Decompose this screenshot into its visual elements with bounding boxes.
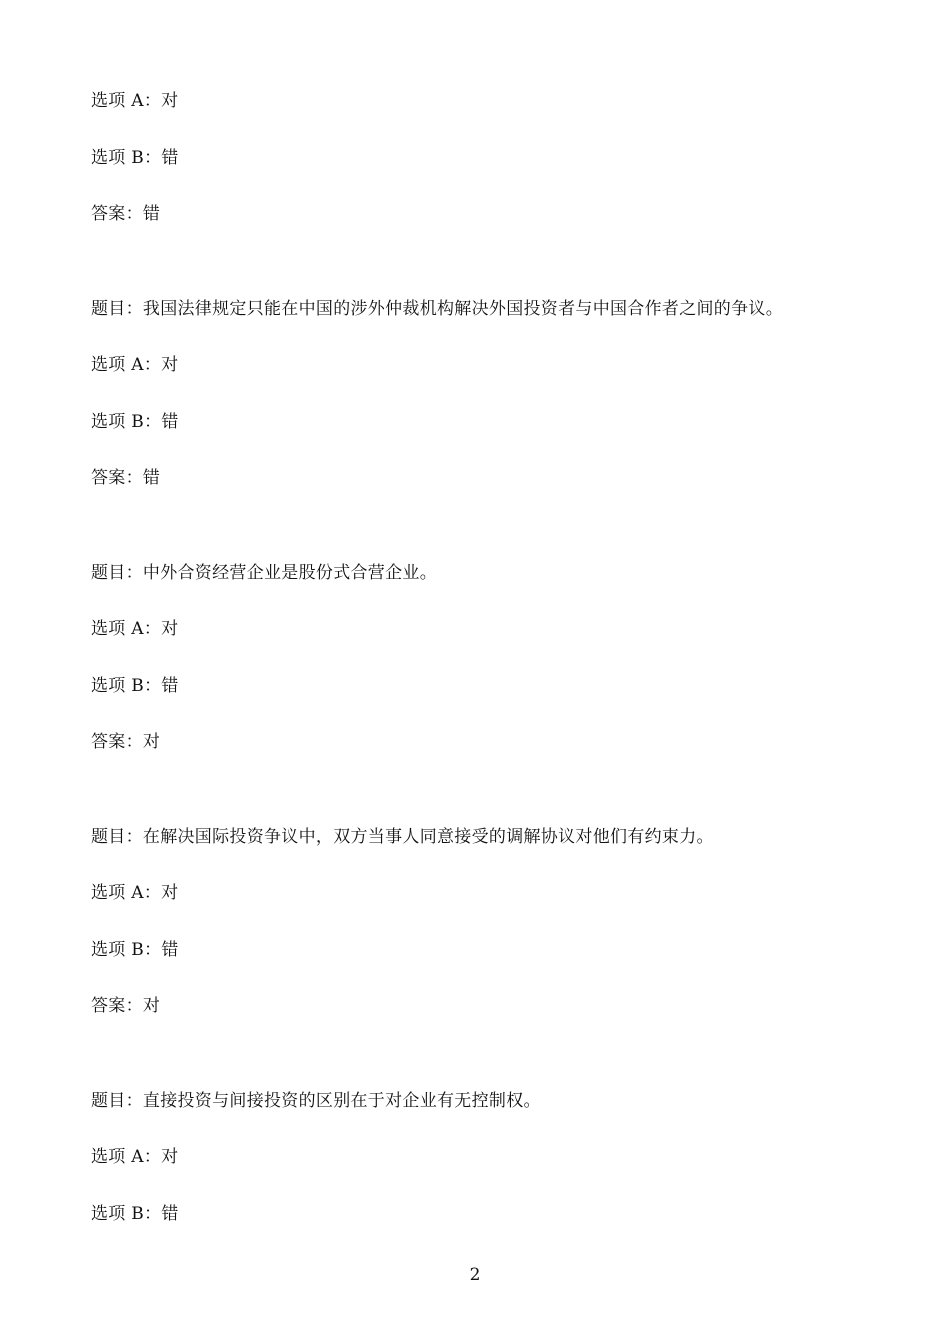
question-text: 题目：我国法律规定只能在中国的涉外仲裁机构解决外国投资者与中国合作者之间的争议。 bbox=[91, 299, 783, 319]
question-text: 题目：直接投资与间接投资的区别在于对企业有无控制权。 bbox=[91, 1091, 541, 1111]
option-b: 选项 B：错 bbox=[91, 940, 179, 960]
answer: 答案：对 bbox=[91, 996, 161, 1016]
answer: 答案：对 bbox=[91, 732, 161, 752]
option-a: 选项 A：对 bbox=[91, 883, 179, 903]
question-text: 题目：中外合资经营企业是股份式合营企业。 bbox=[91, 563, 437, 583]
option-b: 选项 B：错 bbox=[91, 676, 179, 696]
answer: 答案：错 bbox=[91, 204, 161, 224]
option-a: 选项 A：对 bbox=[91, 619, 179, 639]
question-text: 题目：在解决国际投资争议中，双方当事人同意接受的调解协议对他们有约束力。 bbox=[91, 827, 714, 847]
option-a: 选项 A：对 bbox=[91, 355, 179, 375]
option-a: 选项 A：对 bbox=[91, 91, 179, 111]
page-number: 2 bbox=[469, 1265, 481, 1285]
option-b: 选项 B：错 bbox=[91, 148, 179, 168]
option-b: 选项 B：错 bbox=[91, 1204, 179, 1224]
answer: 答案：错 bbox=[91, 468, 161, 488]
option-b: 选项 B：错 bbox=[91, 412, 179, 432]
option-a: 选项 A：对 bbox=[91, 1147, 179, 1167]
